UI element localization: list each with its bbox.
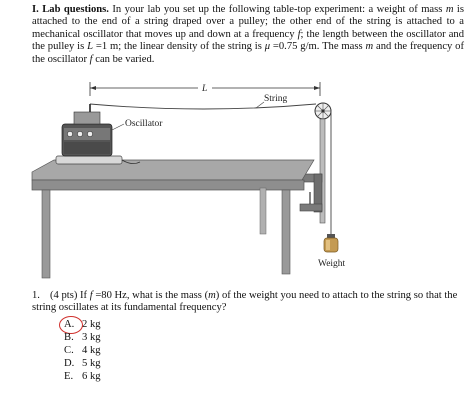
- string-label: String: [264, 94, 288, 104]
- choice-a[interactable]: A. 2 kg: [64, 318, 101, 331]
- intro-paragraph: I. Lab questions. In your lab you set up the following table-top experiment: a weight of mass m is attached to the end of a string draped over a pulley; the other end of the string is attached to a mechanical oscillator that moves up and down at a frequency f; the length between the oscillator and the pulley is L =1 m; the linear density of the string is μ =0.75 g/m. The mass m and the frequency of the oscillator f can be varied.: [32, 4, 465, 65]
- table: [32, 160, 314, 278]
- choice-c[interactable]: C. 4 kg: [64, 345, 101, 356]
- question-number: 1.: [32, 290, 40, 301]
- choice-d[interactable]: D. 5 kg: [64, 358, 101, 369]
- pulley: [315, 103, 331, 119]
- weight-label: Weight: [318, 259, 346, 269]
- question-1: 1. (4 pts) If f =80 Hz, what is the mass (m) of the weight you need to attach to the string so that the string oscillates at its fundamental frequency?: [32, 290, 458, 314]
- section-heading: I. Lab questions.: [32, 4, 109, 15]
- string: [90, 104, 316, 109]
- answer-choices: [64, 318, 101, 383]
- oscillator-label: Oscillator: [125, 119, 163, 129]
- experiment-diagram: [28, 74, 358, 280]
- weight: [324, 234, 338, 252]
- length-label: L: [202, 84, 208, 94]
- choice-e[interactable]: E. 6 kg: [64, 371, 101, 382]
- choice-b[interactable]: B. 3 kg: [64, 332, 101, 343]
- oscillator: [56, 104, 140, 164]
